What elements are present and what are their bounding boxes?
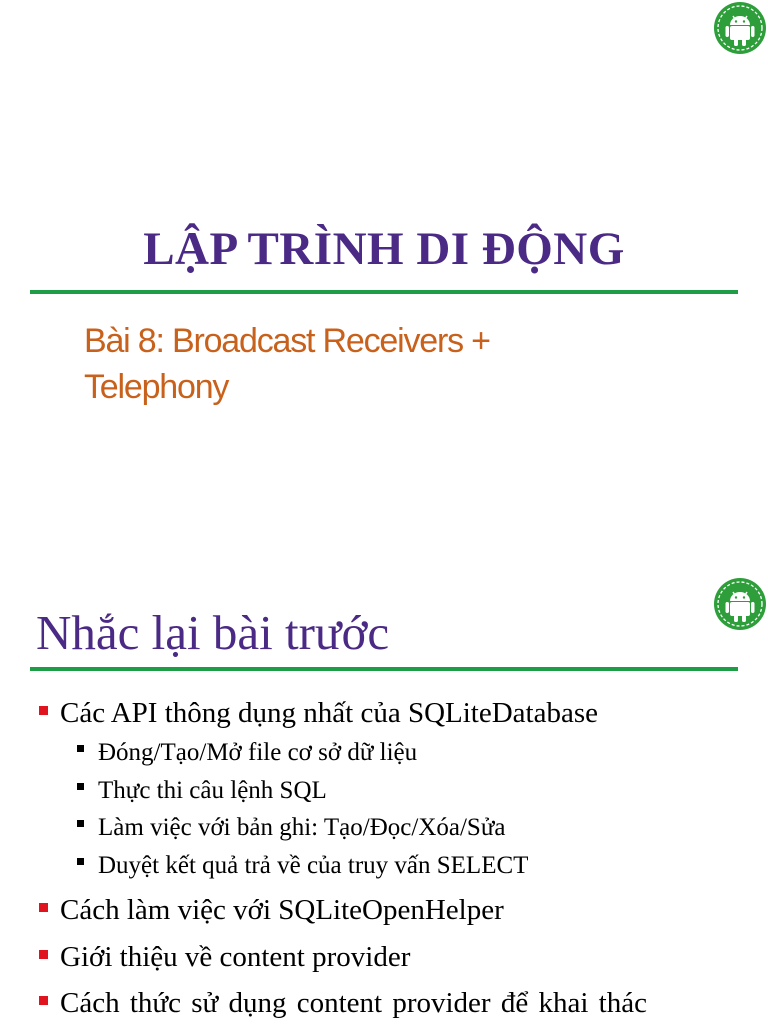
slide-subtitle xyxy=(84,318,684,410)
android-icon xyxy=(713,1,767,55)
sub-list-item: Duyệt kết quả trả về của truy vấn SELECT xyxy=(98,852,529,879)
sub-bullet-marker xyxy=(77,783,84,790)
bullet-marker xyxy=(39,706,48,715)
slide-title: Nhắc lại bài trước xyxy=(36,605,390,660)
review-slide xyxy=(0,512,768,1024)
sub-list-item: Thực thi câu lệnh SQL xyxy=(98,777,327,804)
title-divider xyxy=(30,667,738,671)
list-item: Giới thiệu về content provider xyxy=(60,941,411,973)
bullet-marker xyxy=(39,996,48,1005)
sub-bullet-marker xyxy=(77,858,84,865)
slide-title: LẬP TRÌNH DI ĐỘNG xyxy=(143,223,625,275)
sub-list-item: Làm việc với bản ghi: Tạo/Đọc/Xóa/Sửa xyxy=(98,814,506,841)
sub-list-item: Đóng/Tạo/Mở file cơ sở dữ liệu xyxy=(98,739,418,766)
title-divider xyxy=(30,290,738,294)
sub-bullet-marker xyxy=(77,820,84,827)
subtitle-line-1: Bài 8: Broadcast Receivers + xyxy=(84,322,490,360)
sub-bullet-marker xyxy=(77,745,84,752)
subtitle-line-2: Telephony xyxy=(84,368,229,406)
android-icon xyxy=(713,577,767,631)
bullet-marker xyxy=(39,950,48,959)
bullet-marker xyxy=(39,903,48,912)
list-item: Cách làm việc với SQLiteOpenHelper xyxy=(60,894,504,926)
list-item: Cách thức sử dụng content provider để khai thác xyxy=(60,987,647,1019)
list-item: Các API thông dụng nhất của SQLiteDatabase xyxy=(60,697,598,729)
